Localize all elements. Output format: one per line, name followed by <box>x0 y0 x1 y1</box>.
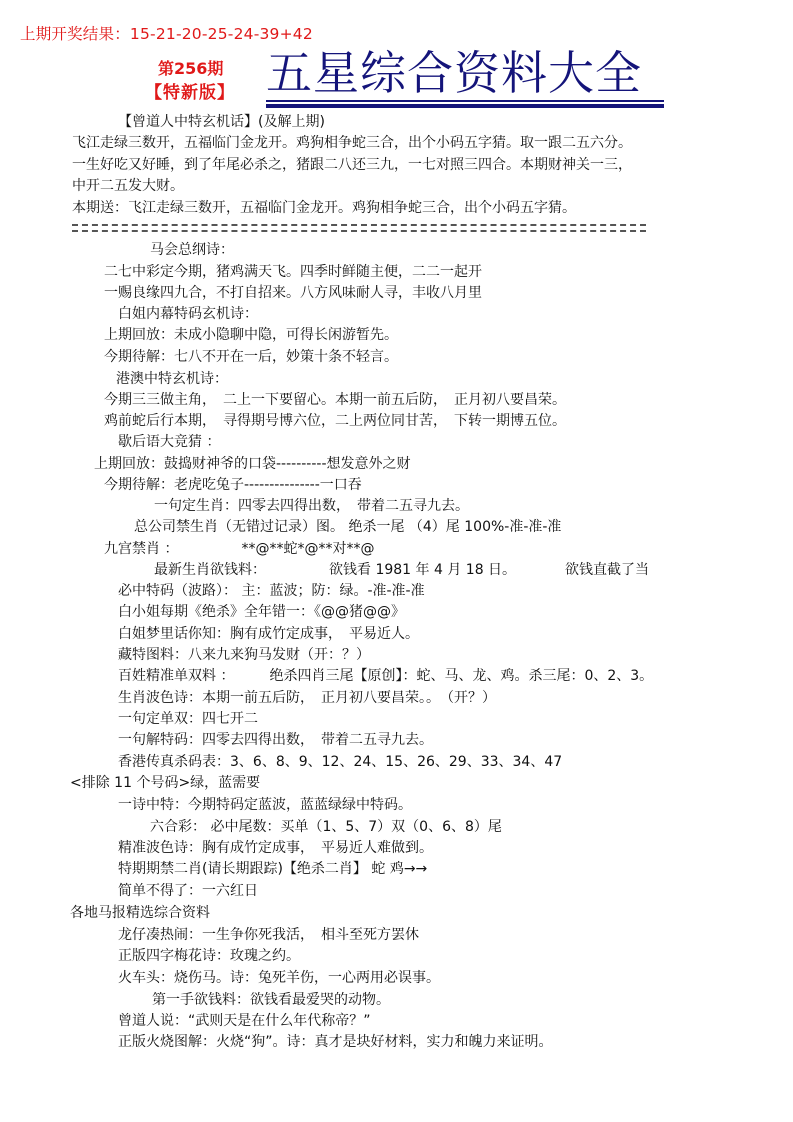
content-line: 歇后语大竞猜 ： <box>118 434 221 450</box>
section-line: 飞江走绿三数开，五福临门金龙开。鸡狗相争蛇三合，出个小码五字猜。取一跟二五六分。 <box>72 135 632 151</box>
content-line: <排除 11 个号码>绿，蓝需要 <box>70 775 261 791</box>
content-line: 今期三三做主角， 二上一下要留心。本期一前五后防， 正月初八要昌荣。 <box>104 392 566 408</box>
content-line: 今期待解：老虎吃兔子---------------一口吞 <box>104 477 362 493</box>
content-line: 正版四字梅花诗：玫瑰之约。 <box>118 948 300 964</box>
content-line: 最新生肖欲钱料： 欲钱看 1981 年 4 月 18 日。 欲钱直截了当 <box>154 562 650 578</box>
title-underline-thin <box>266 100 664 102</box>
content-line: 白小姐每期《绝杀》全年错一：《@@猪@@》 <box>118 604 405 620</box>
content-line: 白姐梦里话你知：胸有成竹定成事， 平易近人。 <box>118 626 419 642</box>
separator-line <box>72 224 646 232</box>
title-underline-thick <box>266 104 664 108</box>
content-line: 藏特图料：八来九来狗马发财（开：？） <box>118 647 370 663</box>
last-result-label: 上期开奖结果： <box>20 25 130 43</box>
section-heading: 【曾道人中特玄机话】(及解上期) <box>118 114 325 130</box>
content-line: 一句定生肖：四零去四得出数， 带着二五寻九去。 <box>154 498 469 514</box>
content-line: 一句定单双：四七开二 <box>118 711 258 727</box>
content-line: 白姐内幕特码玄机诗： <box>118 306 258 322</box>
last-result-numbers: 15-21-20-25-24-39+42 <box>129 25 313 43</box>
content-line: 马会总纲诗： <box>150 242 234 258</box>
content-line: 一句解特码：四零去四得出数， 带着二五寻九去。 <box>118 732 433 748</box>
content-line: 龙仔凑热闹：一生争你死我活， 相斗至死方罢休 <box>118 927 419 943</box>
edition-badge: 【特新版】 <box>145 83 235 103</box>
last-draw-result <box>20 22 313 44</box>
content-line: 今期待解：七八不开在一后，妙策十条不轻言。 <box>104 349 398 365</box>
content-line: 上期回放：未成小隐聊中隐，可得长闲游暂先。 <box>104 327 398 343</box>
content-line: 百姓精准单双料 ： 绝杀四肖三尾【原创】：蛇、马、龙、鸡。杀三尾：0、2、3。 <box>118 668 654 684</box>
section-line: 本期送：飞江走绿三数开，五福临门金龙开。鸡狗相争蛇三合，出个小码五字猜。 <box>72 200 576 216</box>
section-line: 一生好吃又好睡，到了年尾必杀之，猪跟二八还三九，一七对照三四合。本期财神关一三， <box>72 157 632 173</box>
content-line: 必中特码（波路）： 主：蓝波；防：绿。-准-准-准 <box>118 583 425 599</box>
content-line: 火车头：烧伤马。诗：兔死羊伤，一心两用必误事。 <box>118 970 440 986</box>
content-line: 一诗中特：今期特码定蓝波，蓝蓝绿绿中特码。 <box>118 797 412 813</box>
content-line: 香港传真杀码表：3、6、8、9、12、24、15、26、29、33、34、47 <box>118 754 563 770</box>
content-line: 总公司禁生肖（无错过记录）图。 绝杀一尾 （4）尾 100%-准-准-准 <box>134 519 562 535</box>
content-line: 简单不得了：一六红日 <box>118 883 258 899</box>
content-line: 各地马报精选综合资料 <box>70 905 210 921</box>
content-line: 生肖波色诗：本期一前五后防， 正月初八要昌荣。。 （开？） <box>118 690 496 706</box>
content-line: 正版火烧图解：火烧“狗”。诗：真才是块好材料，实力和魄力来证明。 <box>118 1034 553 1050</box>
content-line: 曾道人说：“武则天是在什么年代称帝？” <box>118 1013 371 1029</box>
content-line: 鸡前蛇后行本期， 寻得期号博六位，二上两位同甘苦， 下转一期博五位。 <box>104 413 566 429</box>
section-line: 中开二五发大财。 <box>72 178 184 194</box>
content-line: 六合彩： 必中尾数：买单（1、5、7）双（0、6、8）尾 <box>150 819 502 835</box>
content-line: 上期回放：鼓捣财神爷的口袋----------想发意外之财 <box>94 456 411 472</box>
content-line: 特期期禁二肖(请长期跟踪)【绝杀二肖】 蛇 鸡→→ <box>118 861 428 877</box>
content-line: 九宫禁肖 ： **@**蛇*@**对**@ <box>104 541 375 557</box>
page-title: 五星综合资料大全 <box>266 46 642 100</box>
content-line: 第一手欲钱料：欲钱看最爱哭的动物。 <box>152 992 390 1008</box>
issue-number: 第256期 <box>158 59 224 78</box>
content-line: 精准波色诗：胸有成竹定成事， 平易近人难做到。 <box>118 840 433 856</box>
content-line: 二七中彩定今期，猪鸡满天飞。四季时鲜随主便，二二一起开 <box>104 264 482 280</box>
content-line: 一赐良缘四九合，不打自招来。八方风味耐人寻，丰收八月里 <box>104 285 482 301</box>
content-line: 港澳中特玄机诗： <box>116 371 228 387</box>
